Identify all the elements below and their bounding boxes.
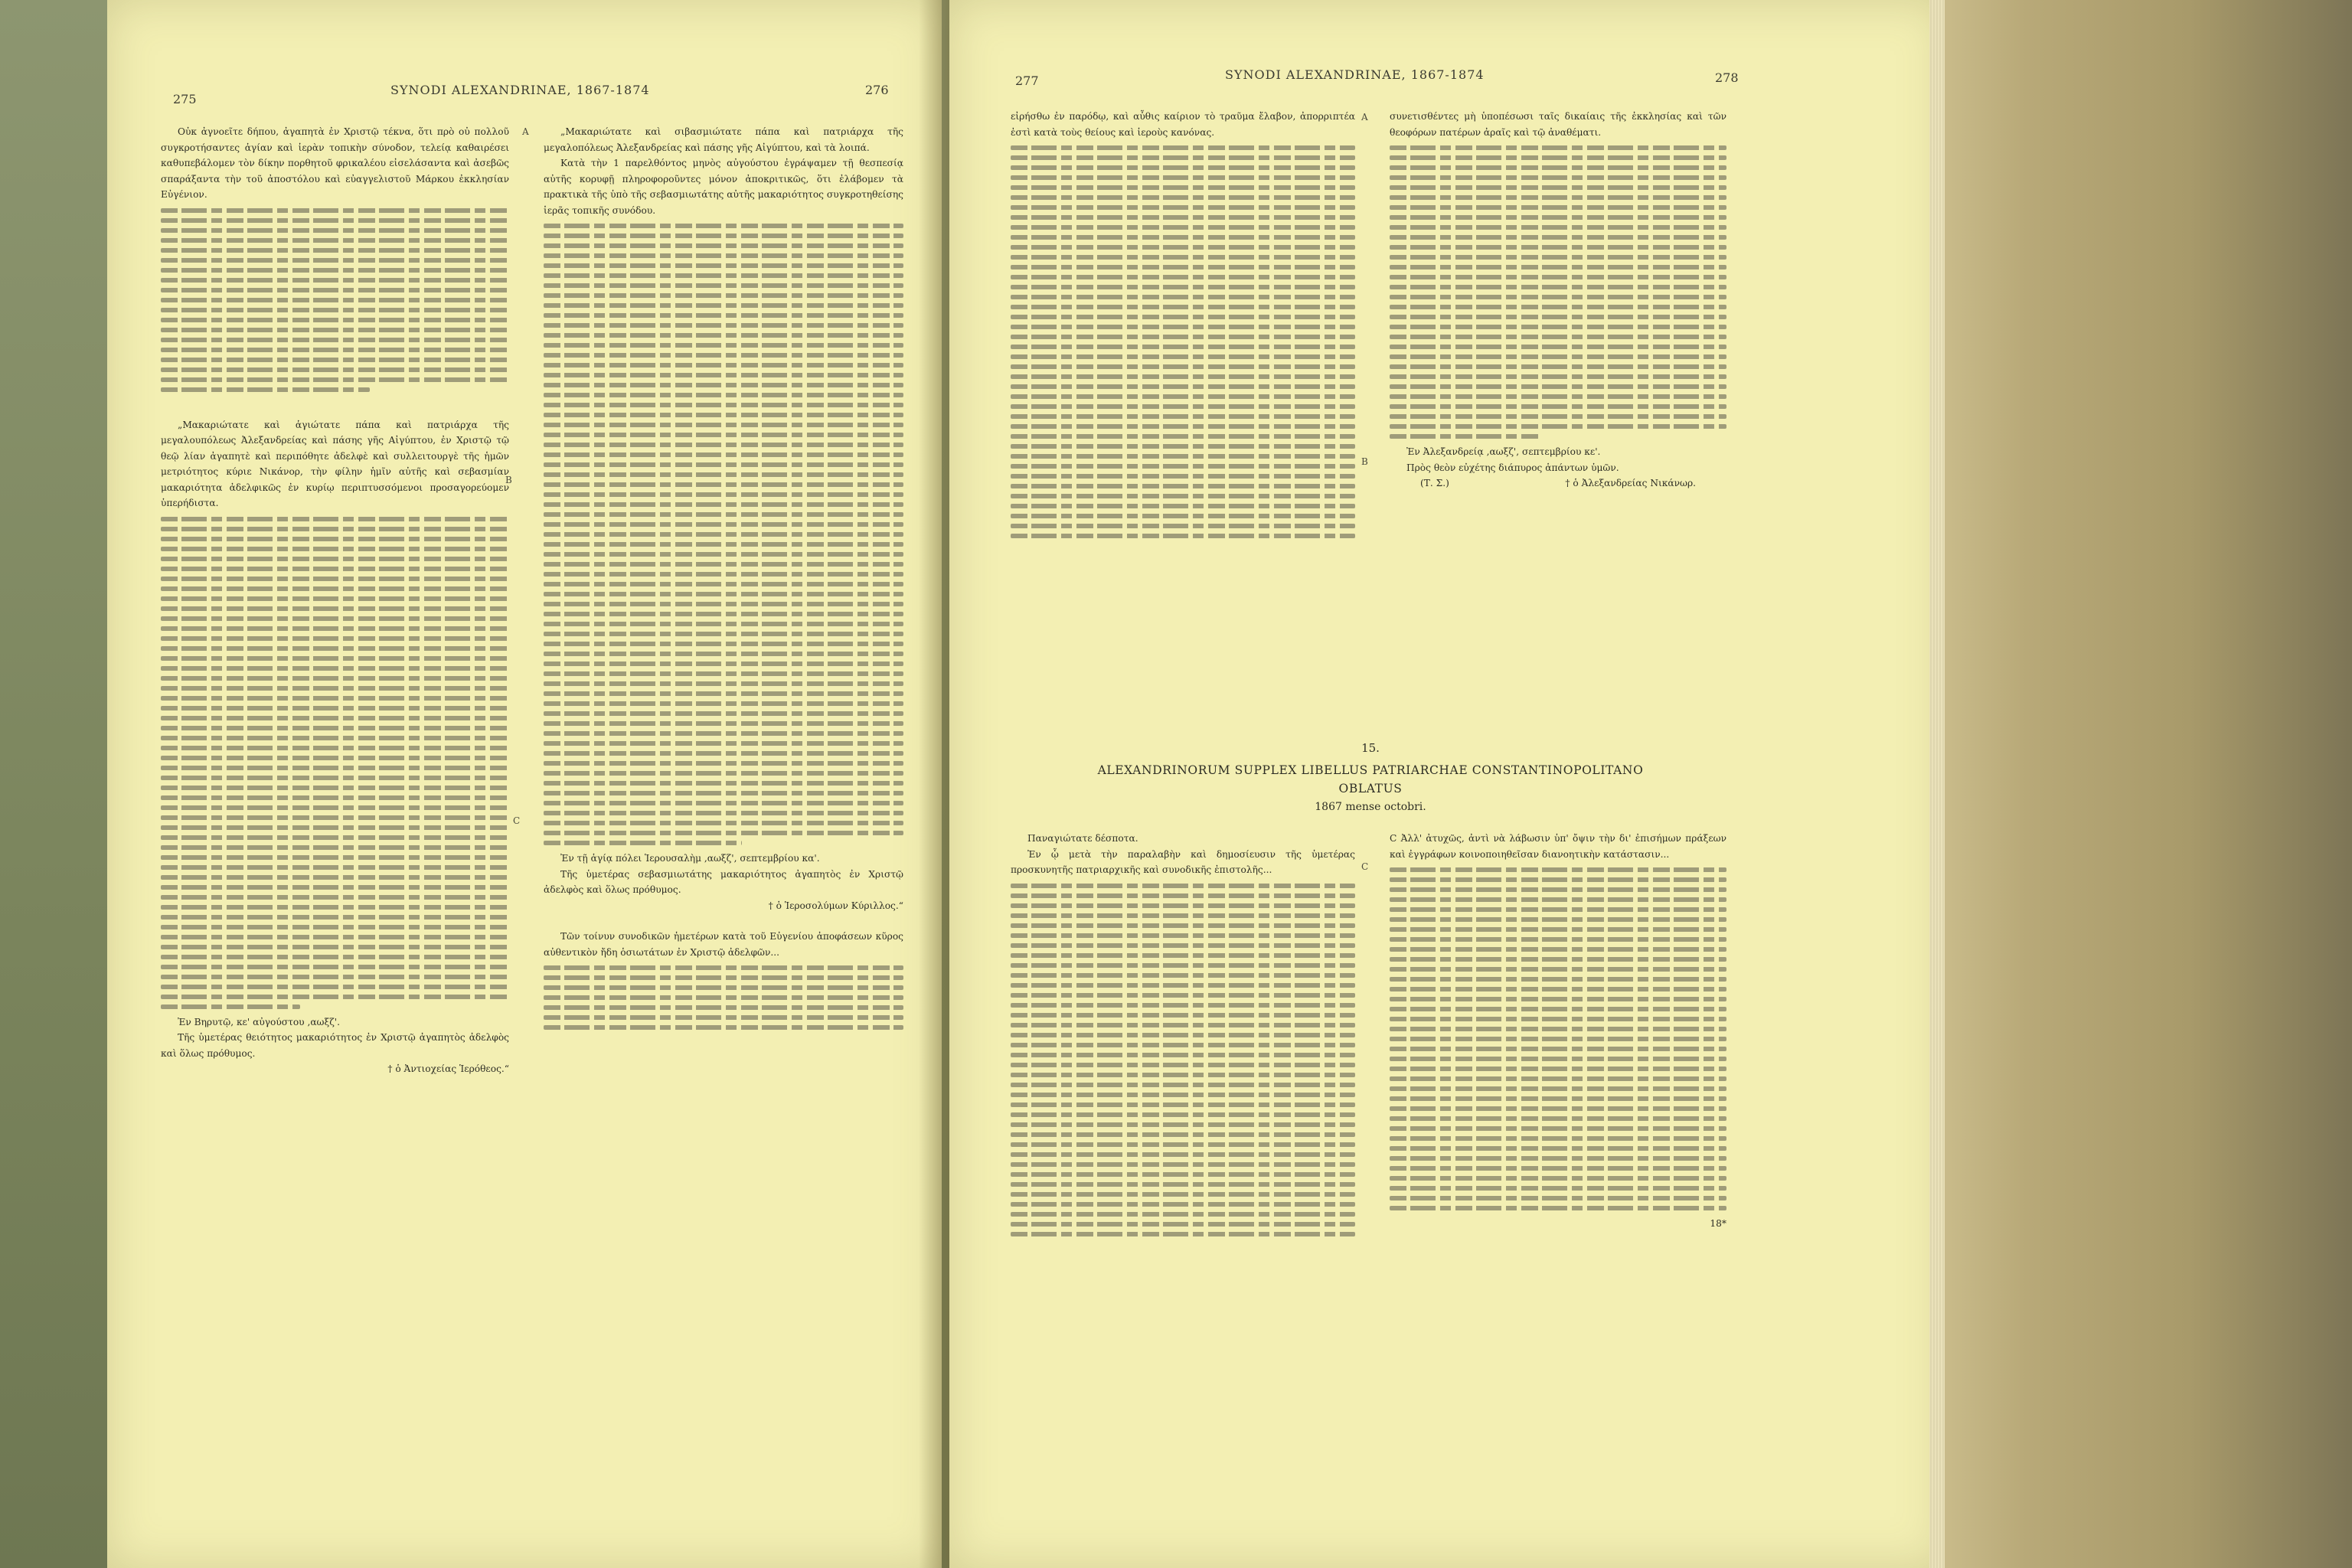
right-page [949, 0, 1945, 1568]
paragraph: συνετισθέντες μὴ ὑποπέσωσι ταῖς δικαίαις τῆς ἐκκλησίας καὶ τῶν θεοφόρων πατέρων ἀραῖς καὶ τῷ ἀναθέματι. [1390, 111, 1726, 138]
signature-mark: 18* [1710, 1218, 1726, 1229]
closing-line: Πρὸς θεὸν εὐχέτης διάπυρος ἁπάντων ὑμῶν. [1406, 462, 1619, 473]
paragraph: εἰρήσθω ἐν παρόδῳ, καὶ αὖθις καίριον τὸ τραῦμα ἔλαβον, ἀπορριπτέα ἐστὶ κατὰ τοὺς θείους καὶ ἱεροὺς κανόνας. [1011, 111, 1355, 138]
page-number: 277 [1015, 74, 1039, 88]
margin-mark: B [1361, 456, 1368, 467]
section-number: 15. [1361, 741, 1380, 755]
text-column-right [544, 124, 903, 1035]
section-heading [995, 741, 1746, 813]
page-number: 275 [173, 92, 197, 106]
margin-mark: B [505, 475, 512, 485]
section-date: 1867 mense octobri. [1315, 801, 1426, 813]
text-column-left [1011, 109, 1355, 544]
margin-mark: C [513, 815, 521, 826]
paragraph: C Ἀλλ' ἀτυχῶς, ἀντὶ νὰ λάβωσιν ὑπ' ὄψιν τὴν δι' ἐπισήμων πράξεων καὶ ἐγγράφων κοινοποιηθεῖσαν διανοητικὴν κατάστασιν... [1390, 833, 1726, 860]
paragraph: „Μακαριώτατε καὶ σιβασμιώτατε πάπα καὶ πατριάρχα τῆς μεγαλοπόλεως Ἀλεξανδρείας καὶ πάσης γῆς Αἰγύπτου, καὶ τὰ λοιπά. [544, 126, 903, 153]
seal-mark: (Τ. Σ.) [1420, 478, 1449, 488]
paragraph: Ἐν ᾧ μετὰ τὴν παραλαβὴν καὶ δημοσίευσιν τῆς ὑμετέρας προσκυνητῆς πατριαρχικῆς καὶ συνοδικῆς ἐπιστολῆς... [1011, 848, 1355, 875]
text-column-right-bottom [1390, 831, 1726, 1232]
running-head: SYNODI ALEXANDRINAE, 1867-1874 [390, 83, 650, 97]
date-line: Ἐν Ἀλεξανδρείᾳ ,αωξζ', σεπτεμβρίου κε'. [1406, 446, 1601, 457]
page-number: 276 [865, 83, 889, 97]
section-title: ALEXANDRINORUM SUPPLEX LIBELLUS PATRIARCHAE CONSTANTINOPOLITANO [1097, 763, 1644, 777]
closing-line: Τῆς ὑμετέρας θειότητος μακαριότητος ἐν Χριστῷ ἀγαπητὸς ἀδελφὸς καὶ ὅλως πρόθυμος. [161, 1032, 509, 1059]
signature: † ὁ Ἀντιοχείας Ἱερόθεος.“ [387, 1063, 509, 1074]
date-line: Ἐν τῇ ἁγίᾳ πόλει Ἱερουσαλὴμ ,αωξζ', σεπτεμβρίου κα'. [560, 853, 820, 864]
section-title-continued: OBLATUS [1338, 782, 1403, 795]
paragraph: Κατὰ τὴν 1 παρελθόντος μηνὸς αὐγούστου ἐγράψαμεν τῇ θεσπεσίᾳ αὐτῆς κορυφῇ πληροφοροῦντες μόνον ἀποκριτικῶς, ὅτι ἐλάβομεν τὰ πρακτικὰ τῆς ὑπὸ τῆς σεβασμιωτάτης αὐτῆς μακαριότητος συγκροτηθείσης ἱερᾶς τοπικῆς συνόδου. [544, 158, 903, 216]
text-column-left-bottom [1011, 831, 1355, 1242]
text-column-left [161, 124, 509, 1077]
running-head: SYNODI ALEXANDRINAE, 1867-1874 [1225, 67, 1485, 82]
signature: † ὁ Ἱεροσολύμων Κύριλλος.“ [768, 900, 903, 911]
page-number: 278 [1715, 70, 1739, 85]
margin-mark: A [522, 126, 529, 137]
margin-mark: A [1361, 112, 1368, 122]
paragraph: „Μακαριώτατε καὶ ἁγιώτατε πάπα καὶ πατριάρχα τῆς μεγαλουπόλεως Ἀλεξανδρείας καὶ πάσης γῆς Αἰγύπτου, ἐν Χριστῷ τῷ θεῷ λίαν ἀγαπητὲ καὶ περιπόθητε ἀδελφὲ καὶ συλλειτουργὲ τῆς ἡμῶν μετριότητος κύριε Νικάνορ, τὴν φίλην ἡμῖν αὐτῆς καὶ σεβασμίαν μακαριότητα ἀδελφικῶς ἐν κυρίῳ περιπτυσσόμενοι προσαγορεύομεν ὑπερήδιστα. [161, 419, 509, 508]
margin-mark: C [1361, 861, 1369, 872]
paragraph: Τῶν τοίνυν συνοδικῶν ἡμετέρων κατὰ τοῦ Εὐγενίου ἀποφάσεων κῦρος αὐθεντικὸν ἤδη ὁσιωτάτων ἐν Χριστῷ ἀδελφῶν... [544, 931, 903, 958]
paragraph: Οὐκ ἀγνοεῖτε δήπου, ἀγαπητὰ ἐν Χριστῷ τέκνα, ὅτι πρὸ οὐ πολλοῦ συγκροτήσαντες ἁγίαν καὶ ἱερὰν τοπικὴν σύνοδον, τελείᾳ καθαιρέσει καθυπεβάλομεν τὸν δίκην πορθητοῦ φρικαλέου εἰσελάσαντα καὶ ἀσεβῶς σπαράξαντα τὴν τοῦ ἀποστόλου καὶ εὐαγγελιστοῦ Μάρκου ἐκκλησίαν Εὐγένιον. [161, 126, 509, 200]
salutation: Παναγιώτατε δέσποτα. [1027, 833, 1138, 844]
closing-line: Τῆς ὑμετέρας σεβασμιωτάτης μακαριότητος ἀγαπητὸς ἐν Χριστῷ ἀδελφὸς καὶ ὅλως πρόθυμος. [544, 868, 903, 895]
text-column-right [1390, 109, 1726, 492]
date-line: Ἐν Βηρυτῷ, κε' αὐγούστου ,αωξζ'. [178, 1016, 341, 1027]
left-page [107, 0, 942, 1568]
signature: † ὁ Ἀλεξανδρείας Νικάνωρ. [1565, 478, 1696, 488]
book-cover-edge [1945, 0, 2352, 1568]
